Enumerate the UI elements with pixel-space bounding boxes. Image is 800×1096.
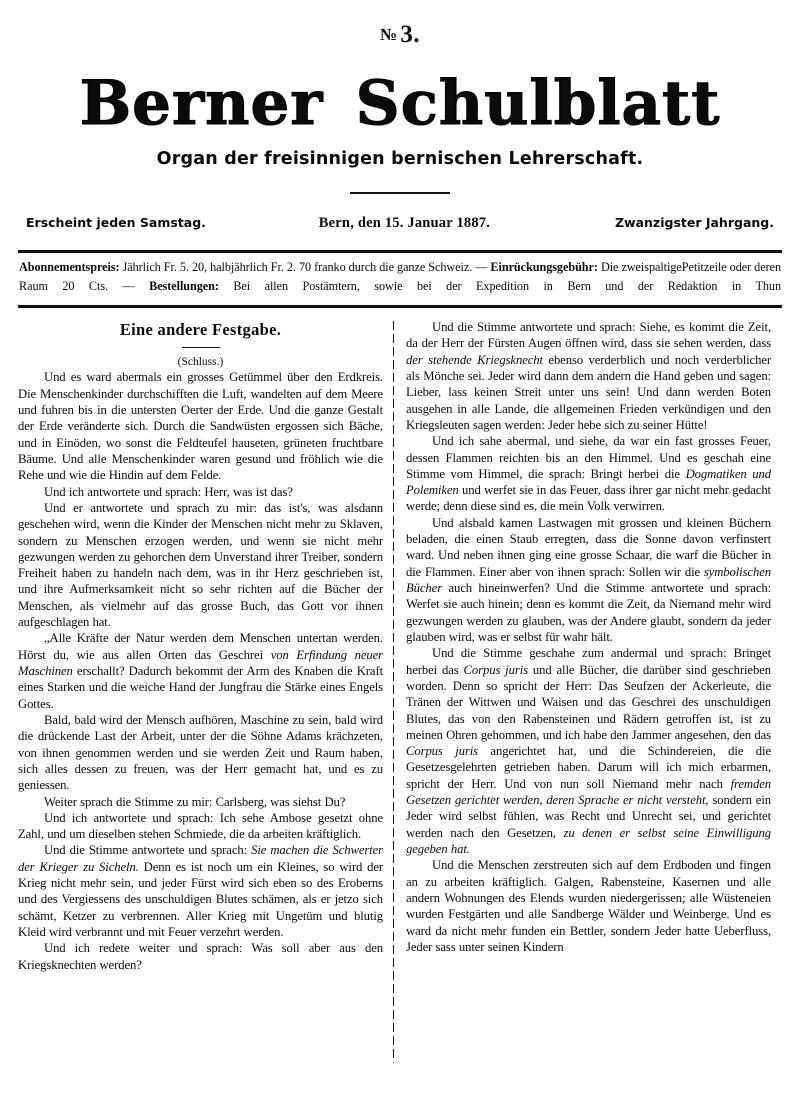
publication-place-date: Bern, den 15. Januar 1887.: [318, 215, 491, 232]
text-run: Denn es ist noch um ein Kleines, so wird der Krieg nicht mehr sein, und jeder Fürst wird sich eben so des Eroberns und des Vergiessens des unschuldigen Blutes schämen, als er jetzo sich schämt, Ketzer zu verbrennen. Aller Krieg mit Ungetüm und blutig Kleid wird verbrannt und mit Feuer verzehrt werden.: [18, 859, 383, 940]
emphasis-run: Dogmatiken und Polemiken: [406, 466, 771, 498]
paragraph: Und ich antwortete und sprach: Herr, was ist das?: [44, 484, 293, 499]
text-run: Und die Stimme antwortete und sprach:: [44, 843, 252, 858]
text-run: auch hineinwerfen? Und die Stimme antwortete und sprach: Werfet sie auch hinein; denn es kommt die Zeit, da Niemand mehr wird gezwungen werden zu glauben, was der Andere glaubt, sondern da jeder glauben wird, was er selbst für wahr hält.: [406, 581, 771, 644]
text-run: Und die Stimme antwortete und sprach: Siehe, es kommt die Zeit, da der Herr der Fürsten Augen öffnen wird, dass sie sehen werden, dass: [406, 320, 771, 351]
text-run: ebenso verderblich und noch verderblicher als Mönche sei. Jeder wird dann dem andern die Hand geben und sagen: Lieber, lass keinen Streit unter uns sein! Und dann werden Boten ausgehen in alle Lande, die allgemeinen Frieden verkündigen und den Kriegsleuten sagen werden: Jeder hebe sich zu seiner Hütte!: [406, 352, 771, 432]
text-run: „Alle Kräfte der Natur werden dem Menschen untertan werden. Hörst du, wie aus allen Orten das Geschrei: [18, 631, 383, 662]
article-title-rule: [182, 347, 220, 348]
article-subtitle: (Schluss.): [177, 356, 224, 369]
orders-label: Bestellungen:: [149, 279, 219, 294]
paragraph: [406, 433, 771, 515]
text-run: sondern ein Jeder wird selbst fühlen, was Recht und Unrecht sei, und gerichtet werden nach den Gesetzen,: [406, 793, 771, 840]
paragraph: [406, 515, 771, 646]
subscription-rule-bottom: [18, 305, 782, 308]
text-run: und alle Bücher, die darüber sind geschrieben worden. Denn so spricht der Herr: Das Seufzen der Ackerleute, die Tränen der Wittwen und Waisen und das Geschrei des unschuldigen Blutes, das von den Rabensteinen und Rädern getroffen ist, ist zu meinen Ohren gehommen, und ich habe den Jammer angesehen, den das: [406, 662, 771, 742]
text-run: und werfet sie in das Feuer, dass ihrer gar nicht mehr gedacht werde; denn diese sind es, die mein Volk verwirren.: [406, 483, 771, 514]
text-run: angerichtet hat, und die Schindereien, die die Gesetzesgelehrten getrieben haben. Darum will ich mich erbarmen, spricht der Herr. Und von nun soll Niemand mehr nach: [406, 744, 771, 791]
column-right: [394, 319, 771, 1063]
paragraph: [18, 842, 383, 940]
masthead-subtitle: Organ der freisinnigen bernischen Lehrerschaft.: [156, 149, 644, 170]
text-run: Und die Stimme geschahe zum andermal und sprach: Bringet herbei das: [406, 646, 771, 677]
insertion-fee-value: Die zweispaltige: [597, 260, 682, 275]
volume-number: Zwanzigster Jahrgang.: [614, 215, 774, 231]
emphasis-run: der stehende Kriegsknecht: [406, 352, 543, 367]
emphasis-run: symbolischen Bücher: [406, 564, 771, 596]
paragraph: Und ich antwortete und sprach: Ich sehe Ambose gesetzt ohne Zahl, und um dieselben stehen Schmiede, die da arbeiten kräftiglich.: [18, 810, 383, 842]
text-run: Und ich sahe abermal, und siehe, da war ein fast grosses Feuer, dessen Flammen reichten bis an den Himmel. Und es geschah eine Stimme vom Himmel, die sprach: Bringt herbei die: [406, 434, 771, 481]
emphasis-run: von Erfindung neuer Maschinen: [18, 647, 383, 679]
subscription-price-value: Jährlich Fr. 5. 20, halbjährlich Fr. 2. 70 franko durch die ganze Schweiz. —: [119, 260, 491, 275]
masthead-divider-rule: [350, 192, 450, 194]
article-title: Eine andere Festgabe.: [119, 320, 282, 340]
emphasis-run: Corpus juris: [406, 744, 478, 759]
subscription-info: [18, 253, 782, 298]
emphasis-run: Sie machen die Schwerter der Krieger zu Sicheln.: [18, 843, 383, 874]
emphasis-run: Corpus juris: [463, 662, 528, 677]
emphasis-run: fremden Gesetzen gerichtet werden, deren Sprache er nicht versteht,: [406, 776, 771, 808]
paragraph: [18, 630, 383, 712]
paragraph: Bald, bald wird der Mensch aufhören, Maschine zu sein, bald wird die drückende Last der Arbeit, unter der die Söhne Adams krächzeten, von ihnen genommen werden und sie werden Zeit und Raum haben, sich alles dessen zu freuen, was der Herr gemacht hat, und es zu geniessen.: [18, 712, 383, 793]
dateline: [18, 215, 782, 232]
paragraph: Und er antwortete und sprach zu mir: das ist's, was alsdann geschehen wird, wenn die Kinder der Menschen nicht mehr zu Sklaven, sondern zu Menschen erzogen werden, und wenn sie nicht mehr gezwungen werden zu gehorchen dem Unverstand ihrer Treiber, sondern Freiheit haben zu handeln nach dem, was in ihr Herz geschrieben ist, und ihre Aufmerksamkeit nicht so sehr richten auf die Bücher der Menschen, als vielmehr auf das grosse Buch, das Gott vor ihnen aufgeschlagen hat.: [18, 500, 383, 630]
emphasis-run: zu denen er selbst seine Einwilligung gegeben hat.: [406, 825, 771, 857]
issue-number-value: 3.: [400, 21, 421, 48]
masthead-title: Berner Schulblatt: [79, 68, 721, 139]
paragraph: Und ich redete weiter und sprach: Was soll aber aus den Kriegsknechten werden?: [18, 941, 383, 972]
paragraph: [406, 319, 771, 433]
publication-frequency: Erscheint jeden Samstag.: [26, 215, 206, 231]
paragraph: [406, 645, 771, 857]
column-left: [18, 319, 393, 1063]
paragraph: Weiter sprach die Stimme zu mir: Carlsberg, was siehst Du?: [44, 794, 346, 809]
text-run: erschallt? Dadurch bekommt der Arm des Knaben die Kraft eines Starken und die weiche Hand der Jungfrau die Stärke eines Engels Gottes.: [18, 664, 383, 711]
paragraph: Und die Menschen zerstreuten sich auf dem Erdboden und fingen an zu arbeiten kräftiglich. Galgen, Rabensteine, Kasernen und alle andern Wohnungen des Elends wurden niedergerissen; alle Wüsteneien wurden Festgärten und alle Sandberge Wälder und Weinberge. Und es ward da nicht mehr funden ein Bettler, sondern Jeder hatte Ueberfluss, Jeder sass unter seinen Kindern: [406, 858, 771, 954]
text-run: Und alsbald kamen Lastwagen mit grossen und kleinen Büchern beladen, die einen Staub erregten, dass die Sonne davon verfinstert ward. Und neben ihnen ging eine grosse Schaar, die warf die Bücher in die Flammen. Einer aber von ihnen sprach: Sollen wir die: [406, 515, 771, 579]
insertion-fee-label: Einrückungsgebühr:: [490, 260, 598, 275]
article-body: [18, 319, 782, 1063]
orders-value: Bei allen Postämtern, sowie bei der Expedition in Bern und der Redaktion in Thun: [218, 279, 782, 294]
subscription-price-label: Abonnementspreis:: [19, 260, 120, 275]
issue-number: [18, 0, 782, 47]
numero-symbol: №: [379, 25, 398, 44]
paragraph: Und es ward abermals ein grosses Getümmel über den Erdkreis. Die Menschenkinder durchschifften die Luft, wandelten auf dem Meere und fuhren bis in die untersten Oerter der Erde. Und die ganze Gestalt der Erde veränderte sich. Durch die Sandwüsten ergossen sich Bäche, und in Einöden, wo sonst die Feldteufel hauseten, grüneten fruchtbare Bäume. Und alle Menschenkinder waren gesund und fröhlich wie die Rehe und wie die Hindin auf dem Felde.: [18, 370, 383, 483]
petit-line-rate: Petitzeile oder deren Raum 20 Cts. —: [19, 260, 781, 294]
